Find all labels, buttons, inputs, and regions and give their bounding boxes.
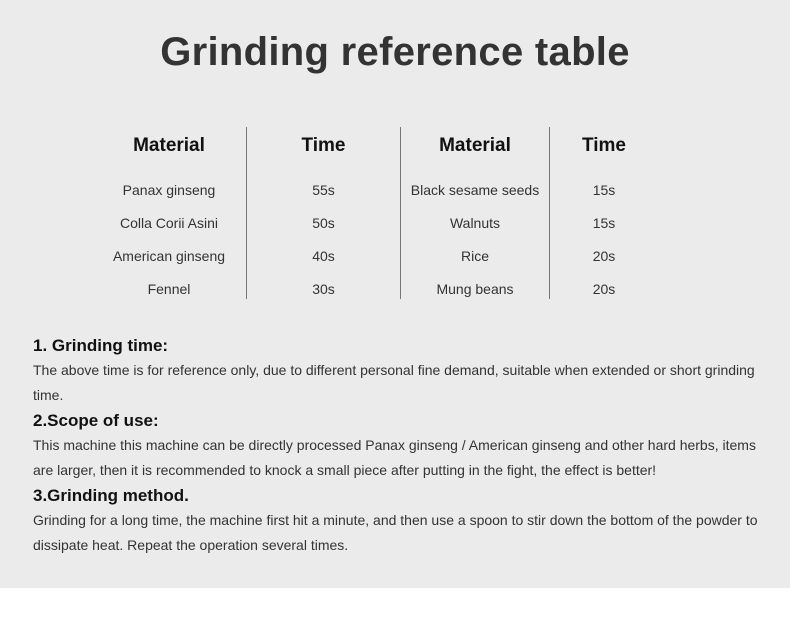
time-cell: 50s	[312, 215, 335, 231]
material-cell: Fennel	[147, 281, 191, 297]
time-cell: 30s	[312, 281, 335, 297]
note-body: The above time is for reference only, due to different personal fine demand, suitable when extended or short grinding time.	[33, 362, 755, 403]
material-cell: Colla Corii Asini	[119, 215, 219, 231]
column-header-material: Material	[439, 135, 511, 156]
material-cell: Panax ginseng	[122, 182, 216, 198]
column-header-time: Time	[301, 135, 346, 156]
note-heading: 1. Grinding time:	[33, 336, 169, 355]
page-title: Grinding reference table	[160, 30, 630, 74]
time-cell: 55s	[312, 182, 335, 198]
material-cell: Black sesame seeds	[410, 182, 540, 198]
column-header-material: Material	[133, 135, 205, 156]
material-cell: Walnuts	[449, 215, 501, 231]
usage-notes	[33, 334, 763, 559]
time-cell: 20s	[592, 248, 616, 264]
material-column-left	[92, 127, 246, 299]
note-grinding-method	[33, 484, 763, 558]
material-column-right	[401, 127, 549, 299]
time-cell: 15s	[592, 182, 616, 198]
time-column-right	[550, 127, 658, 299]
time-cell: 15s	[592, 215, 616, 231]
material-cell: Mung beans	[436, 281, 514, 297]
material-cell: Rice	[460, 248, 489, 264]
column-header-time: Time	[581, 135, 626, 156]
note-body: This machine this machine can be directly processed Panax ginseng / American ginseng and other hard herbs, items are larger, then it is recommended to knock a small piece after putting in the fight, the effect is better!	[33, 437, 756, 478]
note-grinding-time	[33, 334, 763, 408]
time-cell: 20s	[592, 281, 616, 297]
note-scope-of-use	[33, 409, 763, 483]
note-heading: 3.Grinding method.	[33, 486, 189, 505]
grinding-reference-table	[92, 127, 678, 299]
note-heading: 2.Scope of use:	[33, 411, 159, 430]
material-cell: American ginseng	[112, 248, 226, 264]
time-cell: 40s	[312, 248, 335, 264]
note-body: Grinding for a long time, the machine first hit a minute, and then use a spoon to stir down the bottom of the powder to dissipate heat. Repeat the operation several times.	[33, 512, 758, 553]
time-column-left	[247, 127, 400, 299]
